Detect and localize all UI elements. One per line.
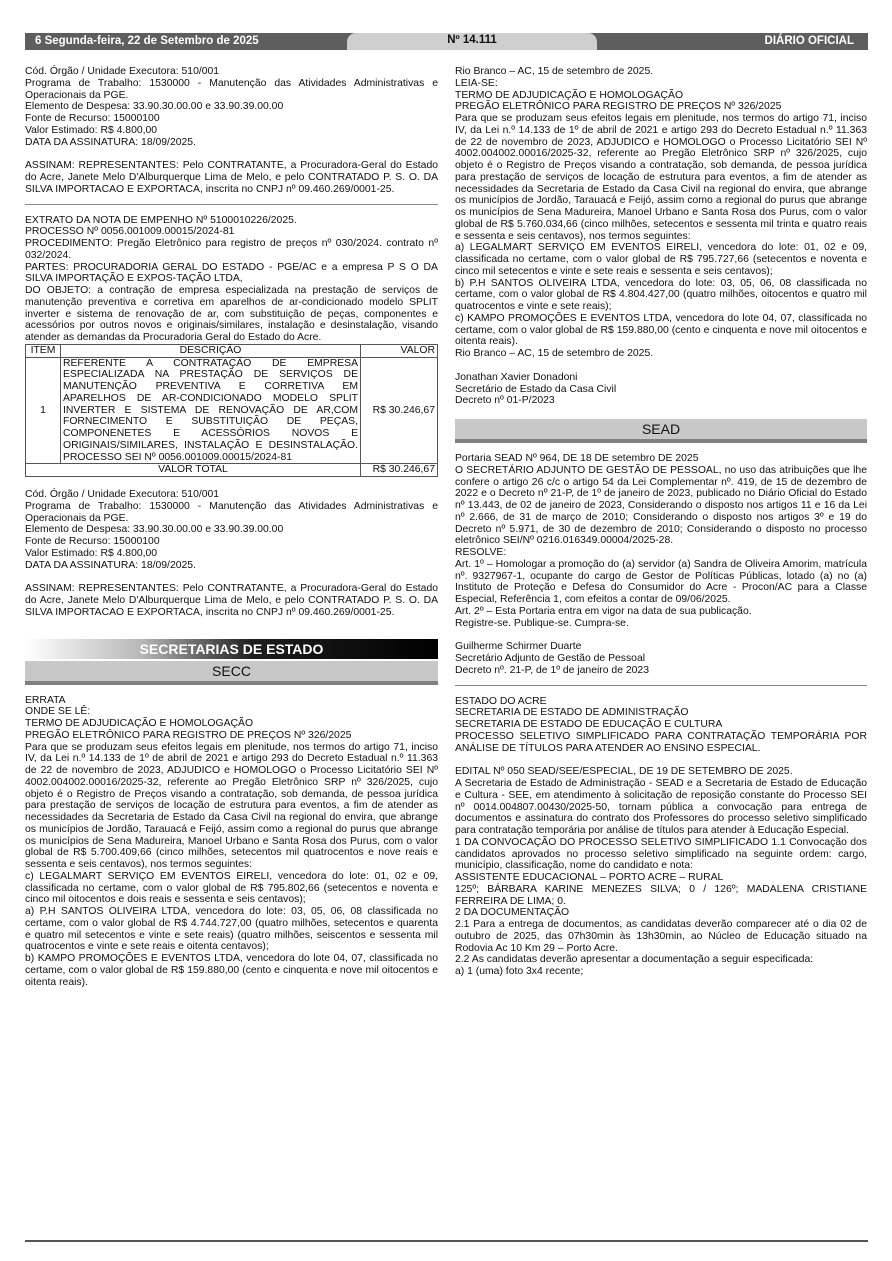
text-line: Art. 2º – Esta Portaria entra em vigor na data de sua publicação.	[455, 605, 752, 617]
text-line: Fonte de Recurso: 15000100	[25, 113, 160, 124]
table-row	[26, 357, 438, 464]
footer-rule	[25, 1240, 868, 1242]
text-line: PROCEDIMENTO: Pregão Eletrônico para registro de preços nº 030/2024. contrato nº 032/2024.	[25, 238, 438, 261]
item-value: R$ 30.246,67	[361, 357, 438, 464]
text-line: RESOLVE:	[455, 547, 507, 558]
column-header-description: DESCRIÇÃO	[61, 344, 361, 357]
text-line: Programa de Trabalho: 1530000 - Manutenção das Atividades Administrativas e Operacionais da PGE.	[25, 500, 438, 524]
page-date: 6 Segunda-feira, 22 de Setembro de 2025	[35, 35, 259, 47]
signature-title: Secretário de Estado da Casa Civil	[455, 383, 617, 395]
edital-paragraph: 125º; BÁRBARA KARINE MENEZES SILVA; 0 / 126º; MADALENA CRISTIANE FERREIRA DE LIMA; 0.	[455, 883, 867, 907]
text-line: Portaria SEAD Nº 964, DE 18 DE setembro DE 2025	[455, 453, 699, 464]
column-header-value: VALOR	[361, 344, 438, 357]
signatories-paragraph: ASSINAM: REPRESENTANTES: Pelo CONTRATANTE, a Procuradora-Geral do Estado do Acre, Janete Melo D'Alburquerque Lima de Melo, e pelo CONTRATADO P. S. O. DA SILVA IMPORTACAO E EXPORTACA, inscrita no CNPJ nº 09.460.269/0001-25.	[25, 160, 438, 195]
portaria-paragraph: O SECRETÁRIO ADJUNTO DE GESTÃO DE PESSOAL, no uso das atribuições que lhe confere o artigo 26 c/c o artigo 54 da Lei Complementar nº. 419, de 15 de dezembro de 2022 e o Decreto nº 21-P, de 1º de janeiro de 2023, publicado no Diário Oficial do Estado nº 13.443, de 02 de janeiro de 2023, Considerando o disposto nos artigos 11 e 16 da Lei nº 2.666, de 31 de março de 2010; Considerando o disposto nos artigos 3º e 19 do Decreto nº 5.971, de 30 de dezembro de 2010; Considerando o disposto no processo eletrônico SEI/Nº 0216.016349.00004/2025-28.	[455, 464, 867, 547]
edition-tab	[347, 33, 597, 50]
signatories-paragraph: ASSINAM: REPRESENTANTES: Pelo CONTRATANTE, a Procuradora-Geral do Estado do Acre, Janete Melo D'Alburquerque Lima de Melo, e pelo CONTRATADO P. S. O. DA SILVA IMPORTACAO E EXPORTACA, inscrita no CNPJ nº 09.460.269/0001-25.	[25, 583, 438, 618]
leia-paragraph: Para que se produzam seus efeitos legais em plenitude, nos termos do artigo 71, inciso IV, da Lei n.º 14.133 de 1º de abril de 2021 e artigo 293 do Decreto Estadual n.º 11.363 de 22 de novembro de 2023, ADJUDICO e HOMOLOGO o Processo Licitatório SEI Nº 4002.004002.00016/2025-32, referente ao Pregão Eletrônico SRP nº 326/2025, cujo objeto é o Registro de Preços visando a contratação, sob demanda, de pessoa jurídica para prestação de serviços de locação de estrutura para eventos, a fim de atender as necessidades da Secretaria de Estado da Casa Civil na regional do envira, que abrange os municípios de Jordão, Tarauacá e Feijó, assim como a regional do purus que abrange os municípios de Sena Madureira, Manoel Urbano e Santa Rosa dos Purus, com o valor global de R$ 5.760.034,66 (cinco milhões, setecentos e sessenta mil trinta e quatro reais e sessenta e seis centavos), nos termos seguintes:	[455, 113, 867, 242]
signature-name: Guilherme Schirmer Duarte	[455, 641, 582, 653]
edital-paragraph: 2.1 Para a entrega de documentos, as candidatas deverão comparecer até o dia 02 de outubro de 2025, das 07h30min às 13h30min, ao Núcleo de Educação situado na Rodovia Ac 10 Km 29 – Porto Acre.	[455, 919, 867, 954]
errata-paragraph: c) LEGALMART SERVIÇO EM EVENTOS EIRELI, vencedora do lote: 01, 02 e 09, classificada no certame, com o valor global de R$ 795.802,66 (setecentos e noventa e cinco mil oitocentos e dois reais e sessenta e seis centavos);	[25, 870, 438, 906]
text-line: PROCESSO SELETIVO SIMPLIFICADO PARA CONTRATAÇÃO TEMPORÁRIA POR ANÁLISE DE TÍTULOS PARA ATENDER AO ENSINO ESPECIAL.	[455, 730, 867, 754]
text-line: LEIA-SE:	[455, 77, 498, 89]
portaria-paragraph: Art. 1º – Homologar a promoção do (a) servidor (a) Sandra de Oliveira Amorim, matrícula nº. 9327967-1, ocupante do cargo de Gestor de Políticas Públicas, lotado (a) no (a) Instituto de Proteção e Defesa do Consumidor do Acre - Procon/AC para a Classe Especial, Referência 1, com efeitos a contar de 09/06/2025.	[455, 558, 867, 605]
table-header-row	[26, 344, 438, 357]
object-paragraph: DO OBJETO: a contração de empresa especializada na prestação de serviços de manutenção preventiva e corretiva em aparelhos de ar-condicionado modelo SPLIT inverter e sistema de renovação de ar, com substituição de peças, componentes e acessórios por outros novos e originais/similares, instalação e desinstalação, visando atender as demandas da Procuradoria Geral do Estado do Acre.	[25, 285, 438, 343]
text-line: Fonte de Recurso: 15000100	[25, 536, 160, 547]
section-banner-secretarias: SECRETARIAS DE ESTADO	[25, 639, 438, 659]
text-line: PREGÃO ELETRÔNICO PARA REGISTRO DE PREÇOS Nº 326/2025	[25, 729, 352, 741]
text-line: TERMO DE ADJUDICAÇÃO E HOMOLOGAÇÃO	[455, 89, 684, 101]
leia-paragraph: a) LEGALMART SERVIÇO EM EVENTOS EIRELI, vencedora do lote: 01, 02 e 09, classificada no certame, com o valor global de R$ 795.727,66 (setecentos e noventa e cinco mil setecentos e vinte e sete reais e sessenta e seis centavos);	[455, 242, 867, 277]
signature-decree: Decreto nº 01-P/2023	[455, 395, 555, 407]
left-column	[25, 66, 438, 988]
text-line: ESTADO DO ACRE	[455, 695, 547, 707]
text-line: Elemento de Despesa: 33.90.30.00.00 e 33.90.39.00.00	[25, 101, 284, 113]
items-table	[25, 344, 438, 477]
signature-decree: Decreto nº. 21-P, de 1º de janeiro de 2023	[455, 664, 649, 676]
edital-paragraph: 2.2 As candidatas deverão apresentar a documentação a seguir especificada:	[455, 954, 814, 966]
item-description: REFERENTE A CONTRATAÇÃO DE EMPRESA ESPECIALIZADA NA PRESTAÇÃO DE SERVIÇOS DE MANUTENÇÃO PREVENTIVA E CORRETIVA EM APARELHOS DE AR-CONDICIONADO MODELO SPLIT INVERTER E SISTEMA DE RENOVAÇÃO DE AR,COM FORNECIMENTO E SUBSTITUIÇÃO DE PEÇAS, COMPONENETES E ACESSÓRIOS NOVOS E ORIGINAIS/SIMILARES, INSTALAÇÃO E DESINSTALAÇÃO. PROCESSO SEI Nº 0056.001009.00015/2024-81	[61, 357, 361, 464]
text-line: 2 DA DOCUMENTAÇÃO	[455, 907, 570, 919]
text-line: Valor Estimado: R$ 4.800,00	[25, 547, 158, 559]
right-column	[455, 66, 867, 978]
text-line: PROCESSO Nº 0056.001009.00015/2024-81	[25, 226, 235, 238]
text-line: DATA DA ASSINATURA: 18/09/2025.	[25, 136, 196, 148]
table-total-row	[26, 464, 438, 477]
text-line: Programa de Trabalho: 1530000 - Manutenção das Atividades Administrativas e Operacionais da PGE.	[25, 77, 438, 101]
text-line: Registre-se. Publique-se. Cumpra-se.	[455, 617, 629, 629]
text-line: Elemento de Despesa: 33.90.30.00.00 e 33.90.39.00.00	[25, 524, 284, 536]
text-line: ASSISTENTE EDUCACIONAL – PORTO ACRE – RURAL	[455, 872, 724, 883]
text-line: Valor Estimado: R$ 4.800,00	[25, 124, 158, 136]
edition-number: Nº 14.111	[447, 34, 497, 46]
total-label: VALOR TOTAL	[26, 464, 361, 477]
total-value: R$ 30.246,67	[361, 464, 438, 477]
section-banner-secc: SECC	[25, 661, 438, 685]
text-line: SECRETARIA DE ESTADO DE EDUCAÇÃO E CULTURA	[455, 719, 723, 730]
leia-paragraph: c) KAMPO PROMOÇÕES E EVENTOS LTDA, vencedora do lote 04, 07, classificada no certame, com o valor global de R$ 159.880,00 (cento e cinquenta e nove mil oitocentos e oitenta reais).	[455, 312, 867, 348]
text-line: Cód. Órgão / Unidade Executora: 510/001	[25, 66, 220, 77]
column-header-item: ITEM	[26, 344, 61, 357]
leia-paragraph: b) P.H SANTOS OLIVEIRA LTDA, vencedora do lote: 03, 05, 06, 08 classificada no certame, com o valor global de R$ 4.804.427,00 (quatro milhões, oitocentos e quatro mil quatrocentos e vinte e sete reais);	[455, 277, 867, 312]
text-line: TERMO DE ADJUDICAÇÃO E HOMOLOGAÇÃO	[25, 718, 254, 729]
text-line: PREGÃO ELETRÔNICO PARA REGISTRO DE PREÇOS Nº 326/2025	[455, 101, 782, 113]
text-line: ONDE SE LÊ:	[25, 706, 91, 718]
page-header	[25, 33, 868, 50]
text-line: EDITAL Nº 050 SEAD/SEE/ESPECIAL, DE 19 DE SETEMBRO DE 2025.	[455, 766, 793, 778]
item-number: 1	[26, 357, 61, 464]
section-banner-sead: SEAD	[455, 419, 867, 443]
section-divider	[455, 685, 867, 686]
edital-paragraph: A Secretaria de Estado de Administração - SEAD e a Secretaria de Estado de Educação e Cultura - SEE, em atendimento à solicitação de reposição constante do Processo SEI nº 0014.004807.00430/2025-50, tornam pública a convocação para entrega de documentos e assinatura do contrato dos Professores do processo seletivo simplificado para contratação temporária por análise de títulos para atender à Educação Especial.	[455, 778, 867, 836]
text-line: Rio Branco – AC, 15 de setembro de 2025.	[455, 66, 654, 77]
text-line: Rio Branco – AC, 15 de setembro de 2025.	[455, 348, 654, 359]
text-line: EXTRATO DA NOTA DE EMPENHO Nº 5100010226/2025.	[25, 214, 297, 226]
errata-paragraph: b) KAMPO PROMOÇÕES E EVENTOS LTDA, vencedora do lote 04, 07, classificada no certame, com o valor global de R$ 159.880,00 (cento e cinquenta e nove mil oitocentos e oitenta reais).	[25, 953, 438, 988]
text-line: SECRETARIA DE ESTADO DE ADMINISTRAÇÃO	[455, 707, 689, 719]
text-line: a) 1 (uma) foto 3x4 recente;	[455, 966, 584, 977]
text-line: ERRATA	[25, 694, 66, 706]
section-divider	[25, 204, 438, 205]
errata-paragraph: Para que se produzam seus efeitos legais em plenitude, nos termos do artigo 71, inciso IV, da Lei n.º 14.133 de 1º de abril de 2021 e artigo 293 do Decreto Estadual n.º 11.363 de 22 de novembro de 2023, ADJUDICO e HOMOLOGO o Processo Licitatório SEI Nº 4002.004002.00016/2025-32, referente ao Pregão Eletrônico SRP nº 326/2025, cujo objeto é o Registro de Preços visando a contratação, sob demanda, de pessoa jurídica para prestação de serviços de locação de estrutura para eventos, a fim de atender as necessidades da Secretaria de Estado da Casa Civil na regional do envira, que abrange os municípios de Jordão, Tarauacá e Feijó, assim como a regional do purus que abrange os municípios de Sena Madureira, Manoel Urbano e Santa Rosa dos Purus, com o valor global de R$ 5.700.409,66 (cinco milhões, setecentos mil quatrocentos e nove reais e sessenta e seis centavos), nos termos seguintes:	[25, 741, 438, 870]
text-line: PARTES: PROCURADORIA GERAL DO ESTADO - PGE/AC e a empresa P S O DA SILVA IMPORTAÇÃO E EXPOS-TAÇÃO LTDA,	[25, 261, 438, 285]
edital-paragraph: 1 DA CONVOCAÇÃO DO PROCESSO SELETIVO SIMPLIFICADO 1.1 Convocação dos candidatos aprovados no processo seletivo simplificado na seguinte ordem: cargo, município, classificação, nome do candidato e nota:	[455, 836, 867, 872]
signature-name: Jonathan Xavier Donadoni	[455, 371, 578, 383]
errata-paragraph: a) P.H SANTOS OLIVEIRA LTDA, vencedora do lote: 03, 05, 06, 08 classificada no certame, com o valor global de R$ 4.744.727,00 (quatro milhões, setecentos e quarenta e quatro mil setecentos e vinte e sete reais) (quatro milhões, seiscentos e sessenta mil quatrocentos e vinte e sete reais e oitenta centavos);	[25, 906, 438, 953]
publication-name: DIÁRIO OFICIAL	[764, 35, 854, 47]
signature-title: Secretário Adjunto de Gestão de Pessoal	[455, 653, 646, 664]
text-line: DATA DA ASSINATURA: 18/09/2025.	[25, 559, 196, 571]
text-line: Cód. Órgão / Unidade Executora: 510/001	[25, 489, 220, 500]
